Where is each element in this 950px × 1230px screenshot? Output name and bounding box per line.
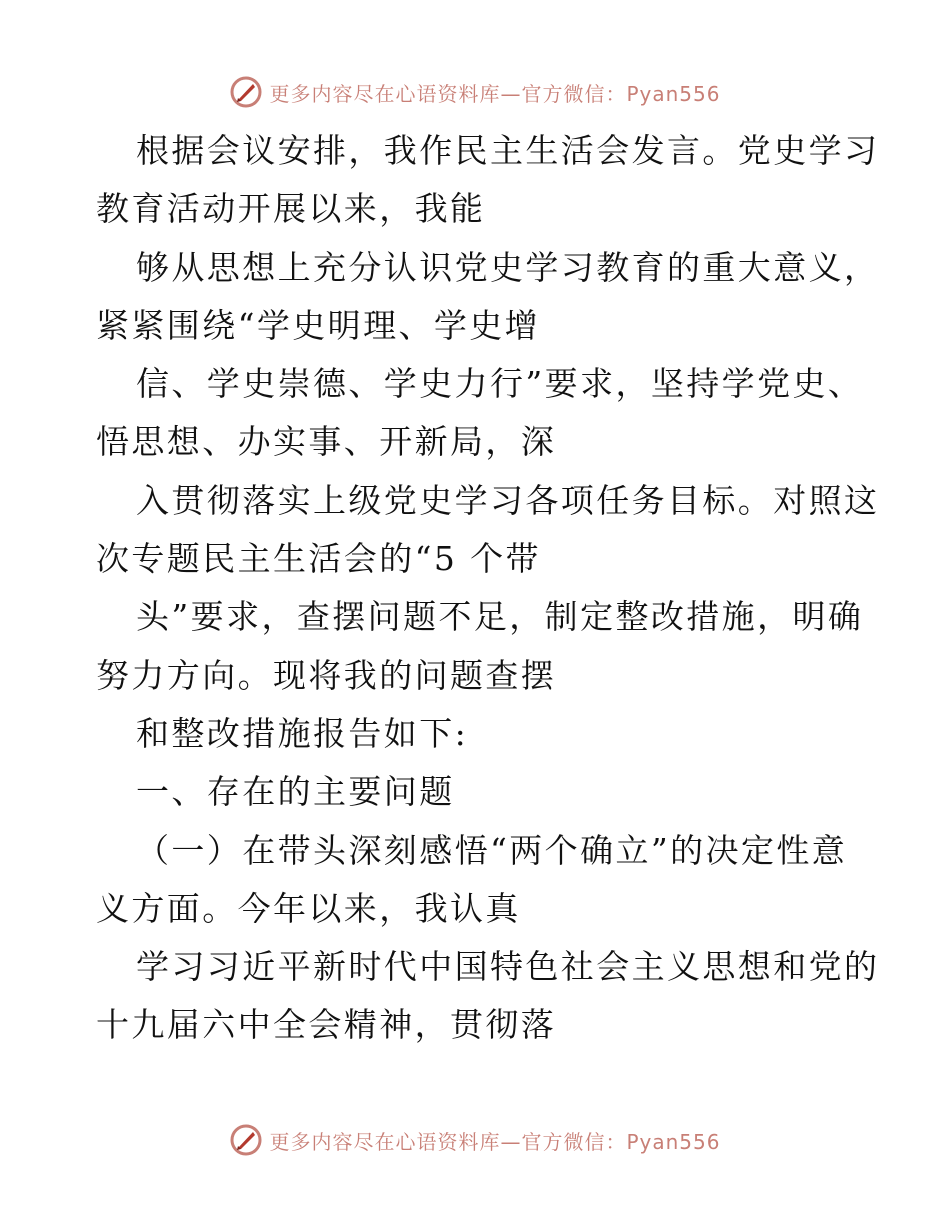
header-watermark	[0, 72, 950, 112]
quill-logo-icon	[229, 75, 263, 109]
document-body	[96, 122, 880, 1055]
text-line: 教育活动开展以来，我能	[96, 189, 486, 229]
text-line: 根据会议安排，我作民主生活会发言。党史学习	[136, 131, 880, 170]
footer-watermark	[0, 1120, 950, 1160]
text-line: 悟思想、办实事、开新局，深	[96, 422, 557, 462]
text-line: 次专题民主生活会的“5 个带	[96, 539, 541, 579]
text-line: 信、学史崇德、学史力行”要求，坚持学党史、	[136, 364, 864, 404]
text-line: 十九届六中全会精神，贯彻落	[96, 1005, 557, 1045]
text-line: 头”要求，查摆问题不足，制定整改措施，明确	[136, 597, 864, 637]
quill-logo-icon	[229, 1123, 263, 1157]
watermark-text: 更多内容尽在心语资料库—官方微信：Pyan556	[269, 81, 721, 106]
text-line: 紧紧围绕“学史明理、学史增	[96, 305, 541, 345]
text-line: 和整改措施报告如下:	[136, 713, 469, 753]
text-line: 一、存在的主要问题	[136, 772, 455, 812]
watermark-text: 更多内容尽在心语资料库—官方微信：Pyan556	[269, 1129, 721, 1154]
text-line: 努力方向。现将我的问题查摆	[96, 655, 557, 695]
text-line: 入贯彻落实上级党史学习各项任务目标。对照这	[136, 480, 880, 520]
text-line: 义方面。今年以来，我认真	[96, 888, 521, 928]
text-line: （一）在带头深刻感悟“两个确立”的决定性意	[136, 830, 848, 870]
text-line: 学习习近平新时代中国特色社会主义思想和党的	[136, 947, 880, 987]
text-line: 够从思想上充分认识党史学习教育的重大意义，	[136, 247, 880, 287]
